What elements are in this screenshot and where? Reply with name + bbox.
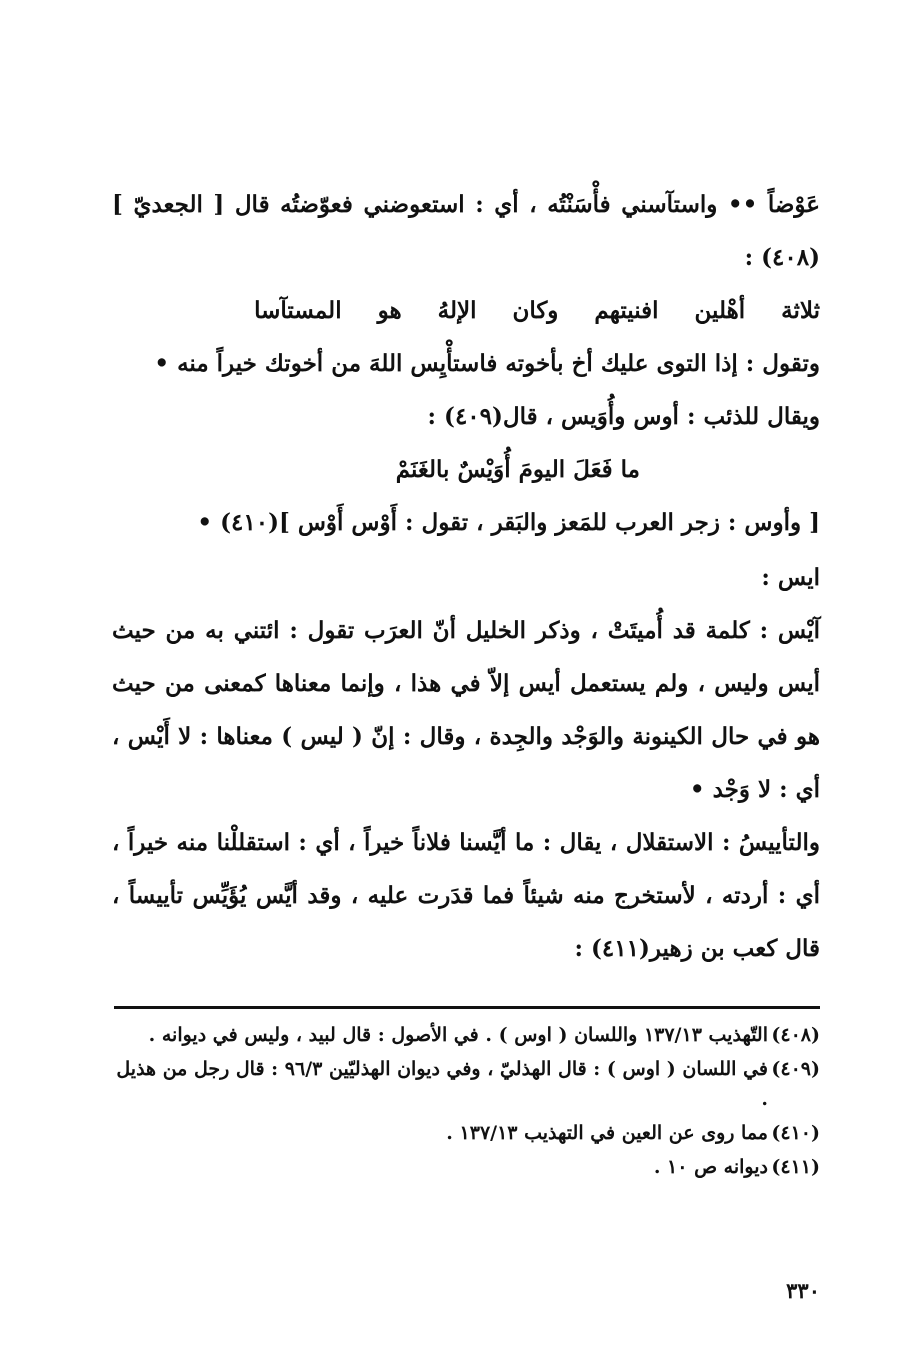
footnote (114, 1118, 820, 1148)
footnote (114, 1054, 820, 1114)
paragraph-6: والتأييسُ : الاستقلال ، يقال : ما أيَّسنا فلاناً خيراً ، أي : استقللْنا منه خيراً ، أي : أردته ، لأستخرج منه شيئاً فما قدَرت عليه ، وقد أيَّس يُؤَيِّس تأييساً ، قال كعب بن زهير(٤١١) : (112, 829, 820, 962)
paragraph-3: ويقال للذئب : أوس وأُوَيس ، قال(٤٠٩) : (427, 403, 820, 430)
footnote-number: (٤١١) (771, 1156, 820, 1178)
footnote (114, 1020, 820, 1050)
paragraph-4: [ وأوس : زجر العرب للمَعز والبَقر ، تقول : أَوْس أَوْس ](٤١٠) • (197, 509, 820, 536)
verse-2: ما فَعَلَ اليومَ أُوَيْسٌ بالغَنَمْ (395, 456, 640, 483)
footnote-number: (٤٠٨) (771, 1024, 820, 1046)
page-number: ٣٣٠ (786, 1278, 820, 1303)
verse-1: ثلاثة أهْلين افنيتهم وكان الإلهُ هو المستآسا (254, 297, 820, 324)
section-heading: ايس : (761, 564, 820, 591)
footnote-number: (٤١٠) (771, 1122, 820, 1144)
footnote (114, 1152, 820, 1182)
footnote-text: مما روى عن العين في التهذيب ١٣٧/١٣ . (446, 1122, 768, 1144)
footnote-text: ديوانه ص ١٠ . (653, 1156, 768, 1178)
footnote-text: في اللسان ( اوس ) : قال الهذليّ ، وفي ديوان الهذليّين ٩٦/٣ : قال رجل من هذيل . (116, 1058, 768, 1110)
paragraph-1: عَوْضاً •• واستآسني فأْسَنْتُه ، أي : استعوضني فعوّضتُه قال [ الجعديّ ](٤٠٨) : (112, 191, 820, 271)
paragraph-2: وتقول : إذا التوى عليك أخ بأخوته فاستأْيِس اللهَ من أخوتك خيراً منه • (154, 350, 820, 377)
main-text (112, 178, 820, 975)
footnote-text: التّهذيب ١٣٧/١٣ واللسان ( اوس ) . في الأصول : قال لبيد ، وليس في ديوانه . (148, 1024, 768, 1046)
footnote-divider (114, 1006, 820, 1009)
footnotes (114, 1020, 820, 1186)
paragraph-5: آيْس : كلمة قد أُميتَتْ ، وذكر الخليل أنّ العرَب تقول : ائتني به من حيث أيس وليس ، ولم يستعمل أيس إلاّ في هذا ، وإنما معناها كمعنى من حيث هو في حال الكينونة والوَجْد والجِدة ، وقال : إنّ ( ليس ) معناها : لا أَيْس ، أي : لا وَجْد • (112, 617, 820, 803)
footnote-number: (٤٠٩) (771, 1058, 820, 1080)
